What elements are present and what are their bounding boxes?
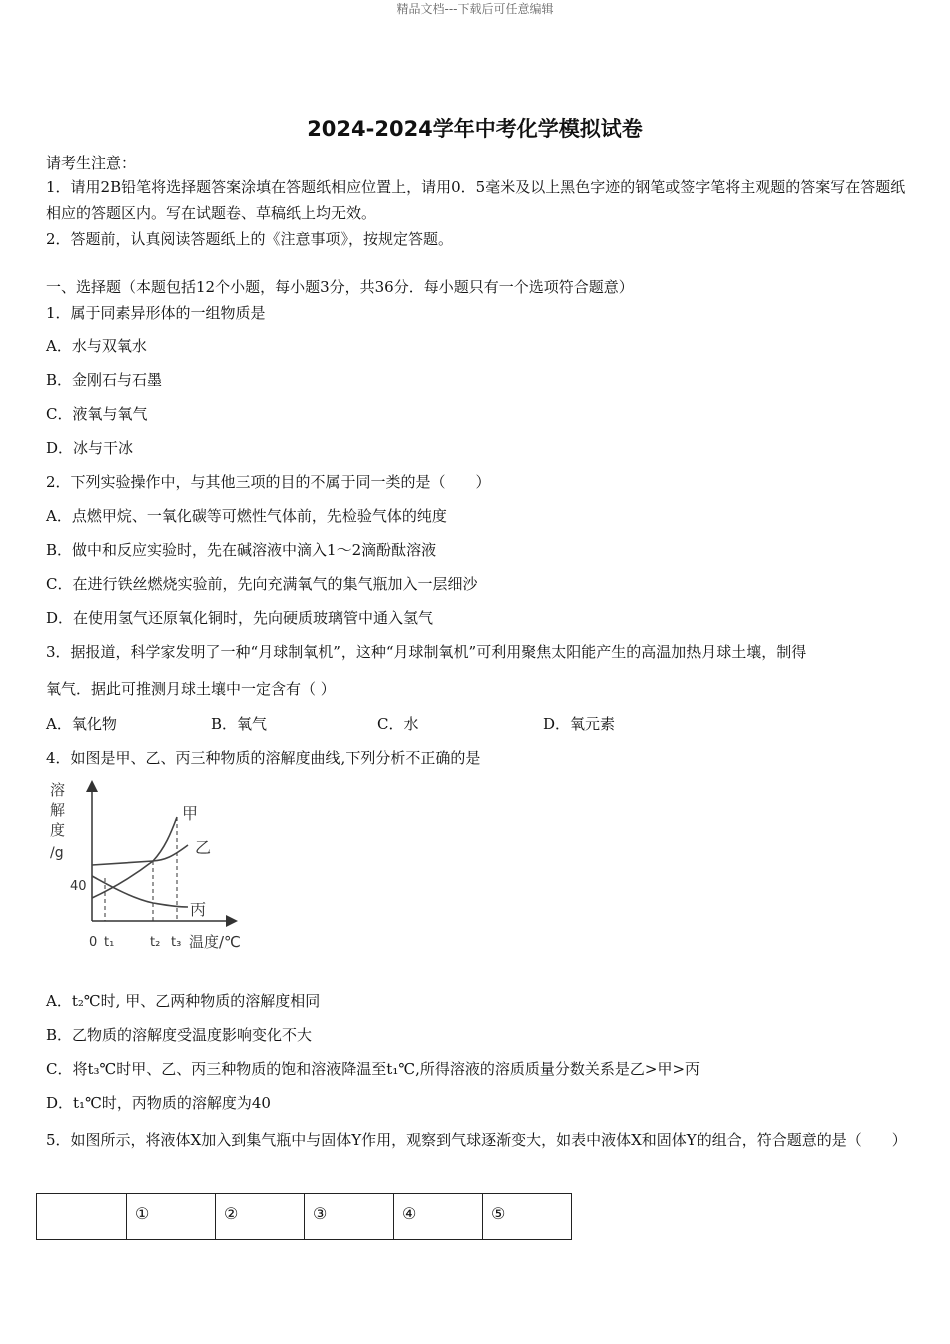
table-cell: ⑤ [483, 1194, 572, 1240]
q3-option-b: B．氧气 [211, 715, 268, 733]
y-label-2: 解 [50, 801, 66, 819]
solubility-graph [40, 773, 260, 958]
q3-option-c: C．水 [377, 715, 419, 733]
q4-option-a: A．t₂℃时, 甲、乙两种物质的溶解度相同 [46, 992, 321, 1010]
q4-option-b: B．乙物质的溶解度受温度影响变化不大 [46, 1026, 313, 1044]
q3-stem-line-1: 3．据报道，科学家发明了一种“月球制氧机”，这种“月球制氧机”可利用聚焦太阳能产生的高温加热月球土壤，制得 [46, 643, 807, 661]
q3-stem-line-2: 氧气．据此可推测月球土壤中一定含有（ ） [46, 680, 336, 698]
table-cell [37, 1194, 127, 1240]
q2-stem: 2．下列实验操作中，与其他三项的目的不属于同一类的是（ ） [46, 473, 491, 491]
y-label-3: 度 [50, 821, 66, 839]
label-jia: 甲 [182, 804, 199, 823]
y-label-1: 溶 [50, 781, 66, 799]
table-row [37, 1194, 572, 1240]
y-label-4: /g [50, 845, 64, 861]
q4-option-c: C．将t₃℃时甲、乙、丙三种物质的饱和溶液降温至t₁℃,所得溶液的溶质质量分数关系是乙>甲>丙 [46, 1060, 701, 1078]
y-tick-40: 40 [70, 879, 87, 894]
label-bing: 丙 [190, 900, 207, 919]
q1-stem: 1．属于同素异形体的一组物质是 [46, 304, 266, 322]
q1-option-a: A．水与双氧水 [46, 337, 147, 355]
page-watermark: 精品文档---下载后可任意编辑 [396, 2, 554, 16]
q2-option-d: D．在使用氢气还原氧化铜时，先向硬质玻璃管中通入氢气 [46, 609, 434, 627]
q1-option-b: B．金刚石与石墨 [46, 371, 163, 389]
table-cell: ④ [394, 1194, 483, 1240]
q5-table [36, 1193, 572, 1240]
q2-option-a: A．点燃甲烷、一氧化碳等可燃性气体前，先检验气体的纯度 [46, 507, 447, 525]
q2-option-c: C．在进行铁丝燃烧实验前，先向充满氧气的集气瓶加入一层细沙 [46, 575, 478, 593]
notice-heading: 请考生注意： [46, 154, 137, 172]
table-cell: ③ [305, 1194, 394, 1240]
q3-options [46, 713, 906, 735]
x-tick-t1: t₁ [104, 935, 115, 950]
curve-yi [92, 845, 188, 865]
q2-option-b: B．做中和反应实验时，先在碱溶液中滴入1～2滴酚酞溶液 [46, 541, 437, 559]
q1-option-c: C．液氧与氧气 [46, 405, 148, 423]
x-tick-t3: t₃ [171, 935, 182, 950]
table-cell: ② [216, 1194, 305, 1240]
page-title: 2024-2024学年中考化学模拟试卷 [307, 117, 643, 141]
q1-option-d: D．冰与干冰 [46, 439, 134, 457]
x-origin: 0 [89, 935, 98, 950]
q5-stem: 5．如图所示，将液体X加入到集气瓶中与固体Y作用，观察到气球逐渐变大，如表中液体X和固体Y的组合，符合题意的是（ ） [46, 1131, 907, 1149]
label-yi: 乙 [195, 838, 212, 857]
table-cell: ① [127, 1194, 216, 1240]
notice-item-2: 2．答题前，认真阅读答题纸上的《注意事项》，按规定答题。 [46, 230, 454, 248]
x-axis-label: 温度/℃ [189, 933, 241, 951]
notice-item-1: 1．请用2B铅笔将选择题答案涂填在答题纸相应位置上，请用0．5毫米及以上黑色字迹的钢笔或签字笔将主观题的答案写在答题纸相应的答题区内。写在试题卷、草稿纸上均无效。 [46, 178, 906, 222]
q3-option-a: A．氧化物 [46, 715, 117, 733]
section-heading: 一、选择题（本题包括12个小题，每小题3分，共36分．每小题只有一个选项符合题意） [46, 278, 634, 296]
x-tick-t2: t₂ [150, 935, 161, 950]
q4-option-d: D．t₁℃时，丙物质的溶解度为40 [46, 1094, 271, 1112]
q3-option-d: D．氧元素 [543, 715, 616, 733]
q4-stem: 4．如图是甲、乙、丙三种物质的溶解度曲线,下列分析不正确的是 [46, 749, 481, 767]
